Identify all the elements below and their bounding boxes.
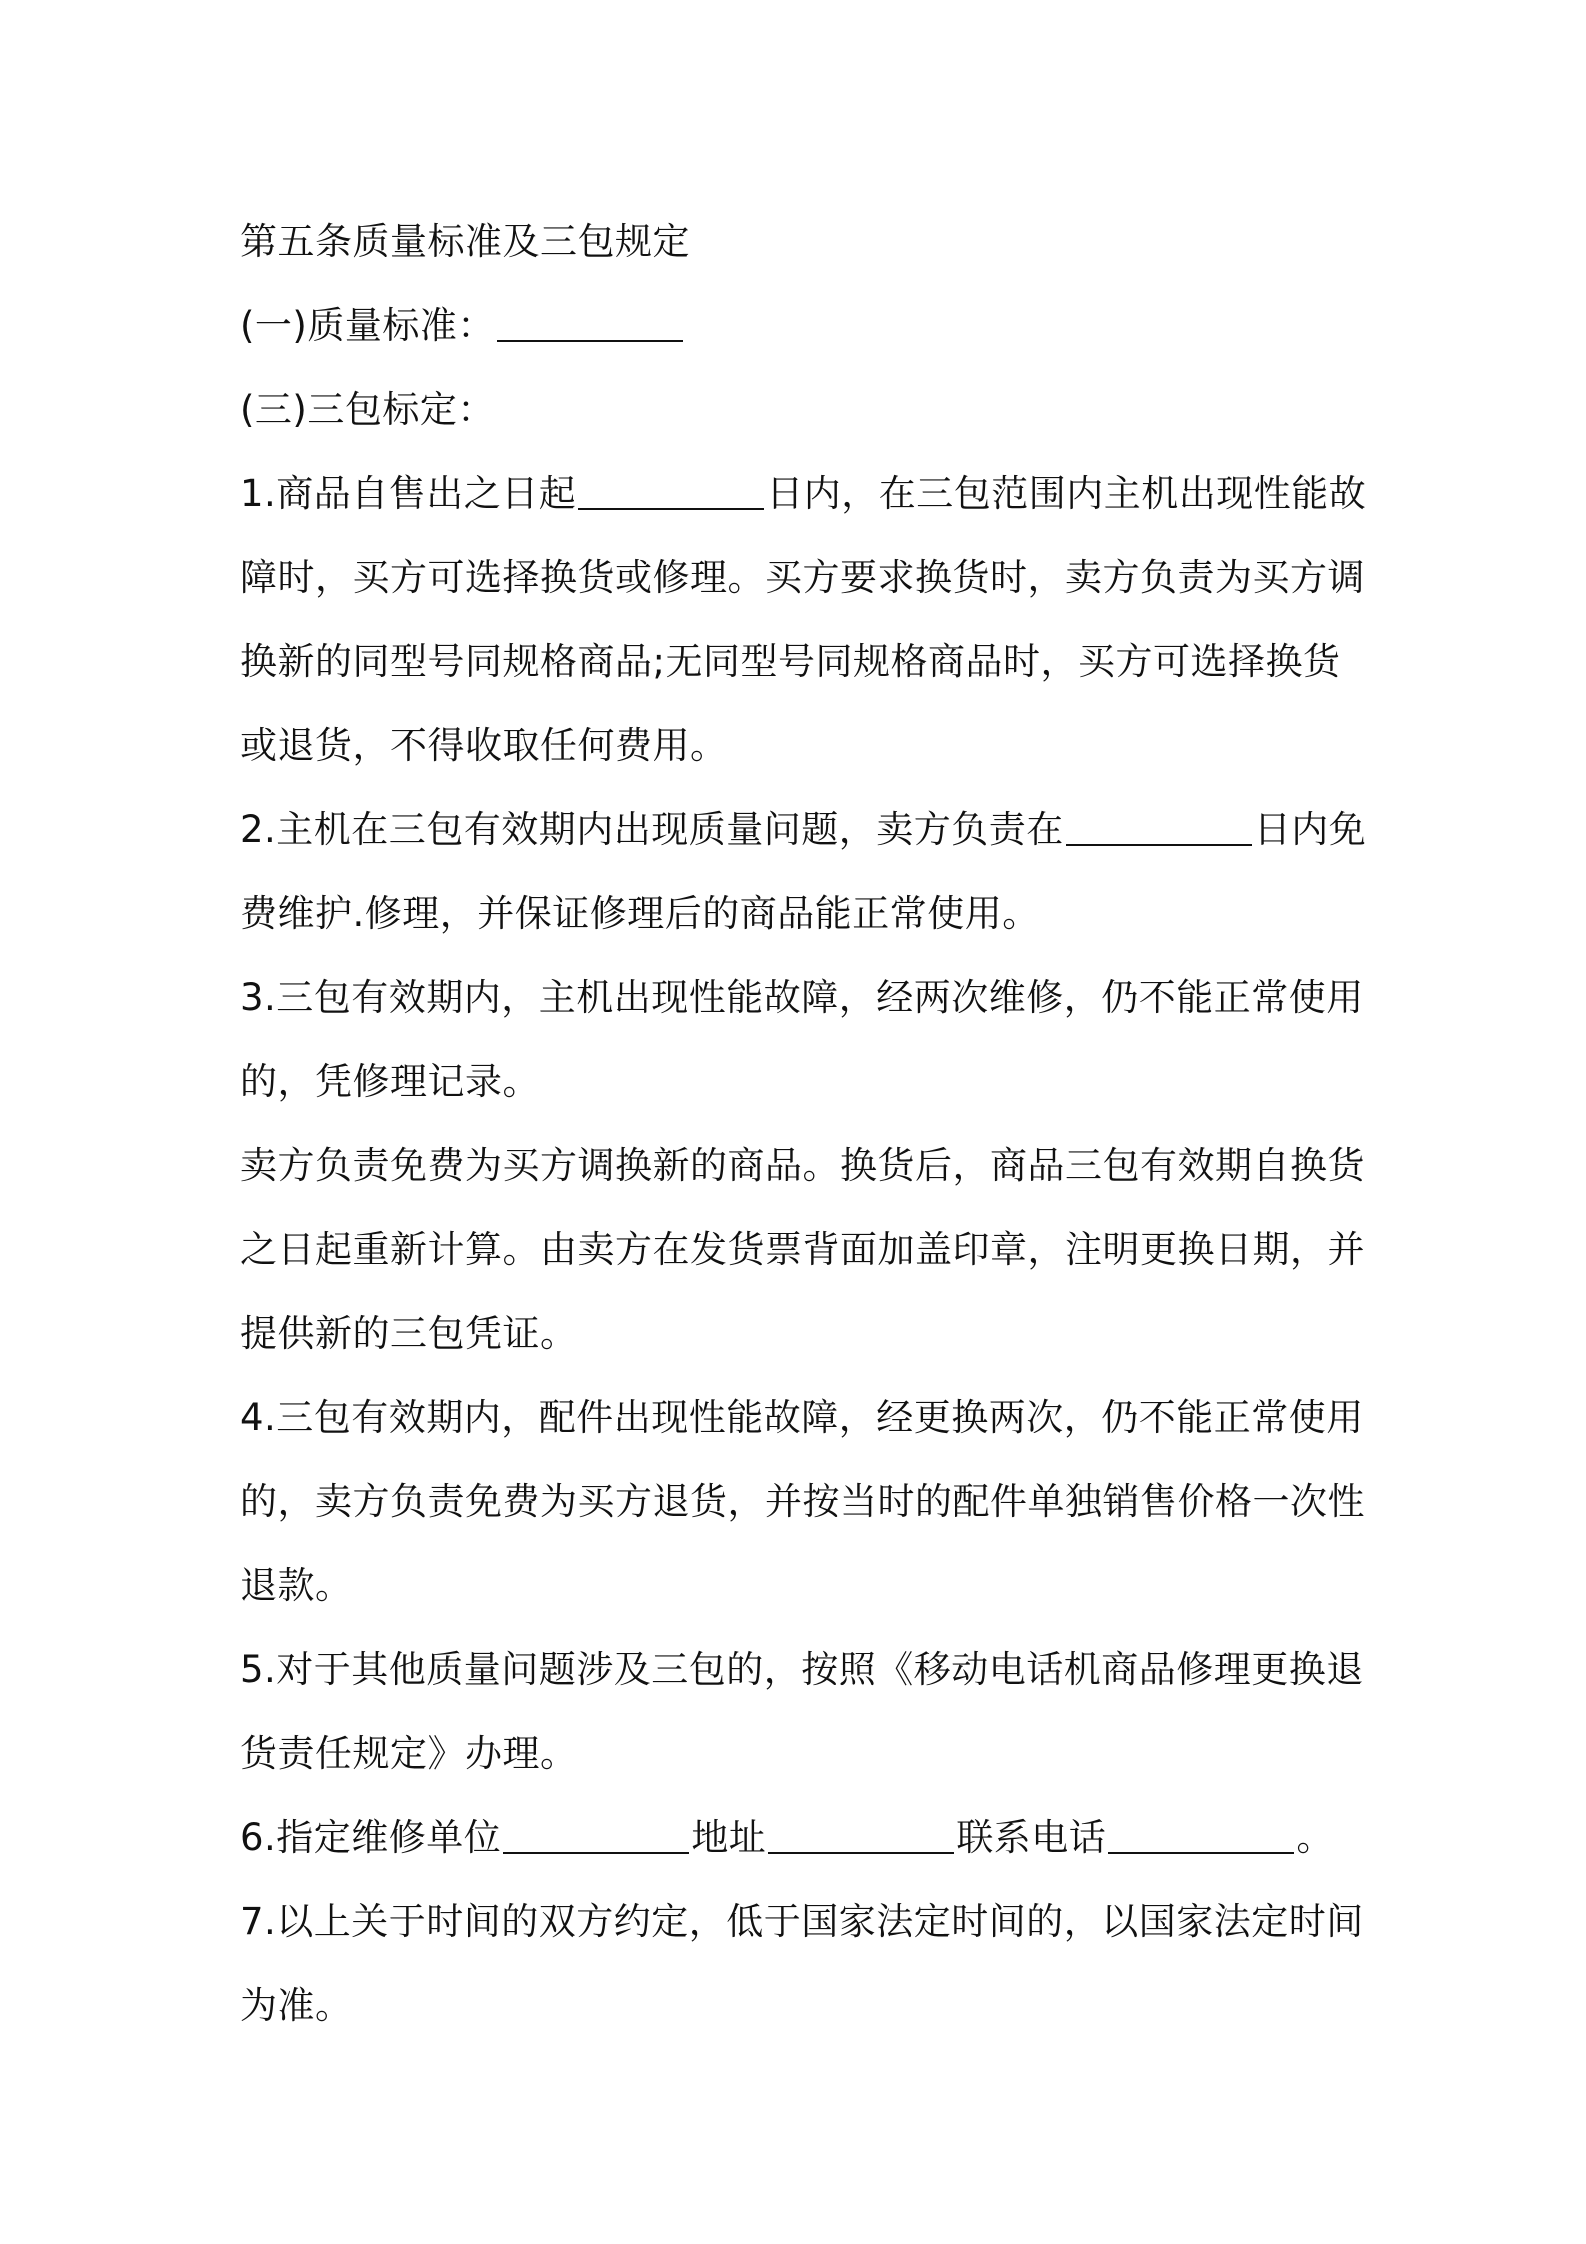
document-line — [240, 872, 1360, 956]
document-body — [240, 200, 1367, 2048]
document-line — [240, 284, 1360, 368]
document-line — [240, 536, 1365, 620]
line-text: 。 — [1296, 1816, 1334, 1859]
document-line — [240, 704, 1360, 788]
fill-in-blank — [766, 1796, 956, 1880]
line-text: 或退货，不得收取任何费用。 — [240, 724, 728, 767]
line-text: 日内，在三包范围内主机出现性能故 — [766, 472, 1367, 515]
line-text: 联系电话 — [956, 1816, 1107, 1859]
document-line — [240, 1040, 1360, 1124]
line-text: (三)三包标定： — [240, 388, 495, 431]
line-text: 4.三包有效期内，配件出现性能故障，经更换两次，仍不能正常使用 — [240, 1396, 1364, 1439]
line-text: 费维护.修理，并保证修理后的商品能正常使用。 — [240, 892, 1040, 935]
document-line — [240, 200, 1360, 284]
document-line — [240, 1544, 1360, 1628]
line-text: 的，凭修理记录。 — [240, 1060, 540, 1103]
document-line — [240, 1292, 1360, 1376]
line-text: 货责任规定》办理。 — [240, 1732, 578, 1775]
line-text: (一)质量标准： — [240, 304, 495, 347]
line-text: 1.商品自售出之日起 — [240, 472, 577, 515]
line-text: 为准。 — [240, 1984, 353, 2027]
fill-in-blank — [1106, 1796, 1296, 1880]
document-line — [240, 788, 1367, 872]
document-line — [240, 1628, 1364, 1712]
document-line — [240, 1964, 1360, 2048]
fill-in-blank — [501, 1796, 691, 1880]
line-text: 之日起重新计算。由卖方在发货票背面加盖印章，注明更换日期，并 — [240, 1228, 1365, 1271]
document-line — [240, 1208, 1365, 1292]
document-line — [240, 368, 1360, 452]
line-text: 第五条质量标准及三包规定 — [240, 220, 690, 263]
line-text: 卖方负责免费为买方调换新的商品。换货后，商品三包有效期自换货 — [240, 1144, 1365, 1187]
document-line — [240, 1460, 1365, 1544]
line-text: 障时，买方可选择换货或修理。买方要求换货时，卖方负责为买方调 — [240, 556, 1365, 599]
fill-in-blank — [576, 452, 766, 536]
line-text: 提供新的三包凭证。 — [240, 1312, 578, 1355]
line-text: 退款。 — [240, 1564, 353, 1607]
line-text: 地址 — [691, 1816, 767, 1859]
document-line — [240, 452, 1367, 536]
line-text: 日内免 — [1253, 808, 1367, 851]
fill-in-blank — [1064, 788, 1254, 872]
fill-in-blank — [495, 284, 685, 368]
document-line — [240, 1124, 1365, 1208]
line-text: 的，卖方负责免费为买方退货，并按当时的配件单独销售价格一次性 — [240, 1480, 1365, 1523]
line-text: 3.三包有效期内，主机出现性能故障，经两次维修，仍不能正常使用 — [240, 976, 1364, 1019]
line-text: 7.以上关于时间的双方约定，低于国家法定时间的，以国家法定时间 — [240, 1900, 1364, 1943]
line-text: 5.对于其他质量问题涉及三包的，按照《移动电话机商品修理更换退 — [240, 1648, 1364, 1691]
document-line — [240, 1796, 1360, 1880]
document-line — [240, 1376, 1364, 1460]
line-text: 换新的同型号同规格商品;无同型号同规格商品时，买方可选择换货 — [240, 640, 1341, 683]
line-text: 2.主机在三包有效期内出现质量问题，卖方负责在 — [240, 808, 1064, 851]
line-text: 6.指定维修单位 — [240, 1816, 502, 1859]
document-line — [240, 1880, 1364, 1964]
document-line — [240, 956, 1364, 1040]
document-line — [240, 1712, 1360, 1796]
document-line — [240, 620, 1360, 704]
